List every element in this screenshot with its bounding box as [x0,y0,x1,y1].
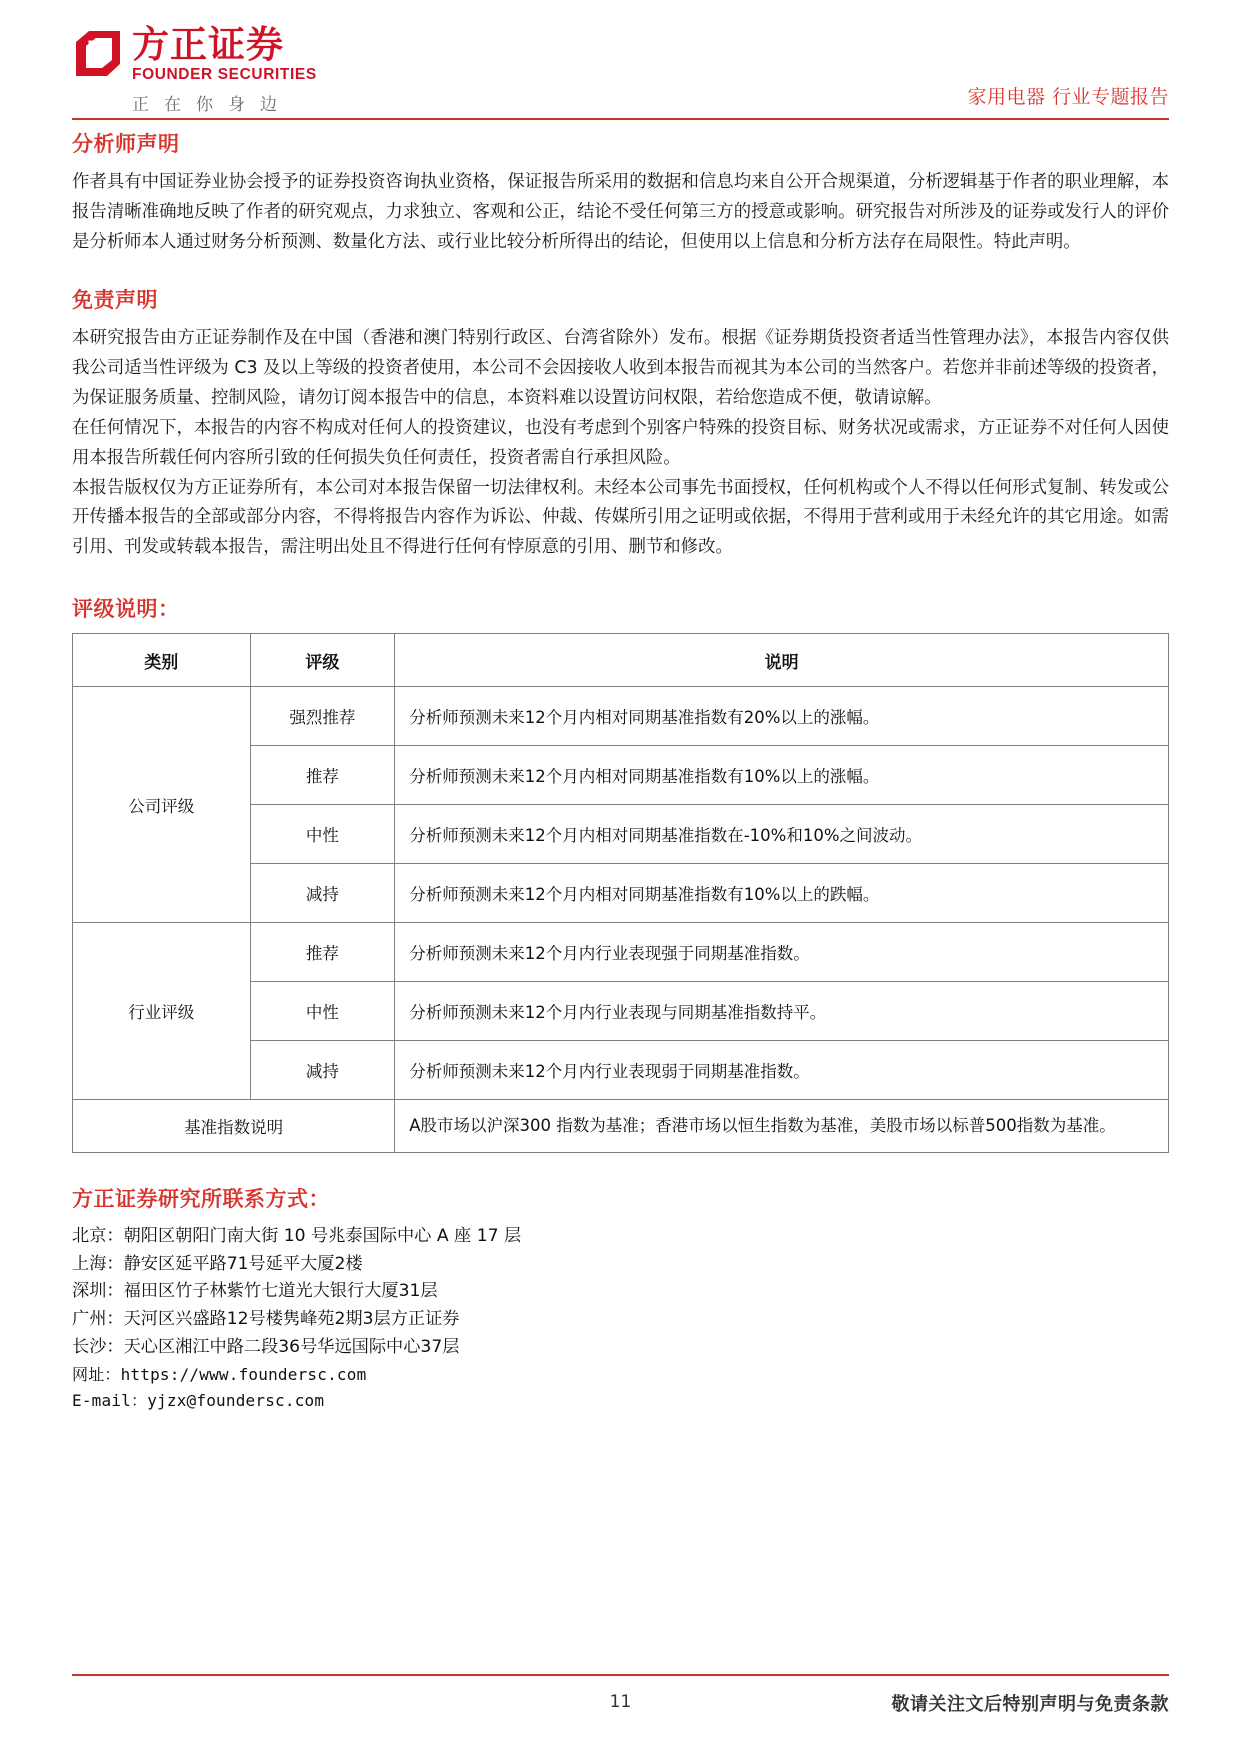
column-header-rating: 评级 [250,634,395,687]
disclaimer-title: 免责声明 [72,287,158,312]
contact-shenzhen: 深圳：福田区竹子林紫竹七道光大银行大厦31层 [72,1281,438,1302]
column-header-category: 类别 [73,634,251,687]
rating-description: 分析师预测未来12个月内行业表现与同期基准指数持平。 [395,982,1169,1041]
rating-label: 中性 [250,805,395,864]
contact-email[interactable]: E-mail：yjzx@foundersc.com [72,1390,325,1410]
founder-logo-icon [72,28,124,80]
logo-slogan: 正在你身边 [132,94,292,115]
analyst-statement-title: 分析师声明 [72,132,180,156]
rating-description: 分析师预测未来12个月内行业表现强于同期基准指数。 [395,923,1169,982]
rating-label: 推荐 [250,746,395,805]
rating-description: 分析师预测未来12个月内相对同期基准指数有20%以上的涨幅。 [395,687,1169,746]
page-footer [72,1684,1169,1724]
page-content [72,128,1169,1414]
contacts-list [72,1223,1169,1414]
benchmark-description: A股市场以沪深300 指数为基准；香港市场以恒生指数为基准，美股市场以标普500指数为基准。 [395,1100,1169,1152]
rating-table [72,633,1169,1152]
contacts-title: 方正证券研究所联系方式： [72,1186,330,1211]
rating-label: 中性 [250,982,395,1041]
rating-label: 推荐 [250,923,395,982]
rating-label: 强烈推荐 [250,687,395,746]
category-company-rating: 公司评级 [73,687,251,923]
analyst-statement-paragraph: 作者具有中国证券业协会授予的证券投资咨询执业资格，保证报告所采用的数据和信息均来自公开合规渠道，分析逻辑基于作者的职业理解，本报告清晰准确地反映了作者的研究观点，力求独立、客观和公正，结论不受任何第三方的授意或影响。研究报告对所涉及的证券或发行人的评价是分析师本人通过财务分析预测、数量化方法、或行业比较分析所得出的结论，但使用以上信息和分析方法存在局限性。特此声明。 [72,172,1169,252]
rating-section-title: 评级说明： [72,597,180,622]
rating-label: 减持 [250,864,395,923]
category-industry-rating: 行业评级 [73,923,251,1100]
contact-guangzhou: 广州：天河区兴盛路12号楼隽峰苑2期3层方正证券 [72,1309,460,1330]
header-divider [72,118,1169,120]
rating-description: 分析师预测未来12个月内相对同期基准指数在-10%和10%之间波动。 [395,805,1169,864]
table-row-benchmark [73,1100,1169,1152]
rating-description: 分析师预测未来12个月内相对同期基准指数有10%以上的跌幅。 [395,864,1169,923]
disclaimer-paragraph-2: 在任何情况下，本报告的内容不构成对任何人的投资建议，也没有考虑到个别客户特殊的投资目标、财务状况或需求，方正证券不对任何人因使用本报告所载任何内容所引致的任何损失负任何责任，投资者需自行承担风险。 [72,417,1169,468]
page-number: 11 [609,1692,632,1712]
footer-note: 敬请关注文后特别声明与免责条款 [891,1694,1169,1715]
disclaimer-paragraph-1: 本研究报告由方正证券制作及在中国（香港和澳门特别行政区、台湾省除外）发布。根据《证券期货投资者适当性管理办法》，本报告内容仅供我公司适当性评级为 C3 及以上等级的投资者使用，本公司不会因接收人收到本报告而视其为本公司的当然客户。若您并非前述等级的投资者，为保证服务质量、控制风险，请勿订阅本报告中的信息，本资料难以设置访问权限，若给您造成不便，敬请谅解。 [72,327,1169,408]
contact-changsha: 长沙：天心区湘江中路二段36号华远国际中心37层 [72,1337,460,1358]
contact-beijing: 北京：朝阳区朝阳门南大街 10 号兆泰国际中心 A 座 17 层 [72,1225,522,1246]
table-row [73,687,1169,746]
rating-description: 分析师预测未来12个月内行业表现弱于同期基准指数。 [395,1041,1169,1100]
table-row [73,923,1169,982]
logo-chinese-name: 方正证券 [132,23,284,66]
benchmark-label: 基准指数说明 [73,1100,395,1152]
rating-description: 分析师预测未来12个月内相对同期基准指数有10%以上的涨幅。 [395,746,1169,805]
page-header [0,0,1241,118]
logo-english-name: FOUNDER SECURITIES [132,65,317,83]
company-logo [72,23,352,115]
contact-website[interactable]: 网址：https://www.foundersc.com [72,1364,367,1384]
contact-shanghai: 上海：静安区延平路71号延平大厦2楼 [72,1253,363,1274]
rating-label: 减持 [250,1041,395,1100]
column-header-description: 说明 [395,634,1169,687]
table-header-row [73,634,1169,687]
disclaimer-paragraph-3: 本报告版权仅为方正证券所有，本公司对本报告保留一切法律权利。未经本公司事先书面授权，任何机构或个人不得以任何形式复制、转发或公开传播本报告的全部或部分内容，不得将报告内容作为诉讼、仲裁、传媒所引用之证明或依据，不得用于营利或用于未经允许的其它用途。如需引用、刊发或转载本报告，需注明出处且不得进行任何有悖原意的引用、删节和修改。 [72,477,1169,558]
footer-divider [72,1674,1169,1676]
header-report-title: 家用电器 行业专题报告 [967,86,1169,108]
